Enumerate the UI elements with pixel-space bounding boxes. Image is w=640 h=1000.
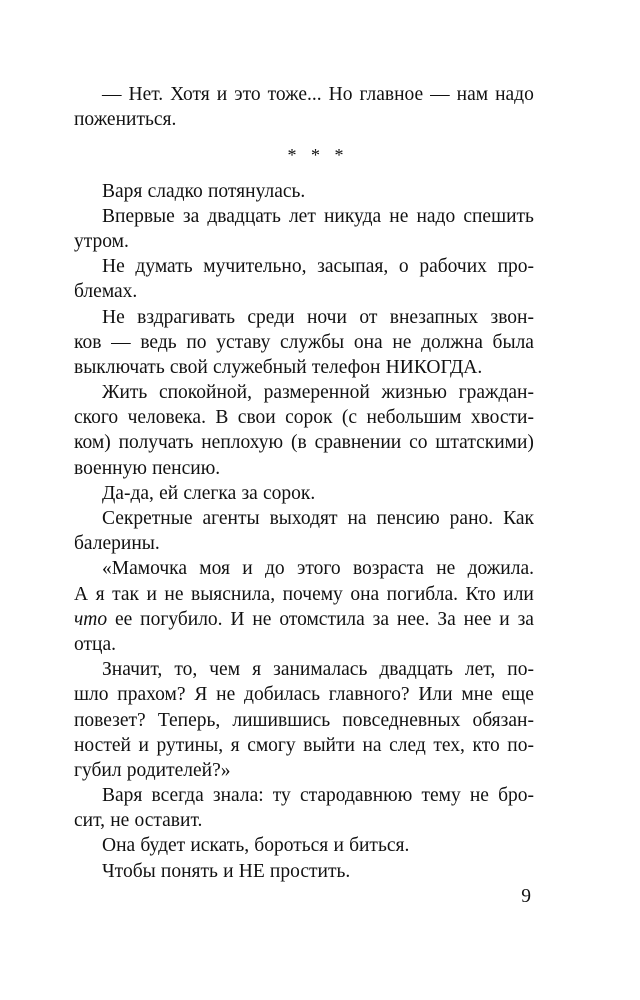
text-line: Чтобы понять и НЕ простить. [102, 860, 351, 882]
text-line: шло прахом? Я не добилась главного? Или мне еще [74, 684, 534, 706]
text-line: Не вздрагивать среди ночи от внезапных звон- [102, 306, 534, 328]
book-page [74, 82, 534, 884]
paragraph-block-main [74, 179, 534, 884]
text-line: губил родителей?» [74, 759, 231, 781]
text-line: балерины. [74, 533, 160, 555]
text-line: ского человека. В свои сорок (с небольшим хвости- [74, 407, 534, 429]
text-line: Значит, то, чем я занималась двадцать лет, по- [102, 659, 534, 681]
text-line: Секретные агенты выходят на пенсию рано. Как [102, 508, 534, 529]
text-line: повезет? Теперь, лишившись повседневных обязан- [74, 709, 534, 731]
text-line: Варя всегда знала: ту стародавнюю тему не бро- [102, 785, 534, 807]
section-separator: * * * [287, 145, 349, 166]
text-line: ностей и рутины, я смогу выйти на след тех, кто по- [74, 734, 534, 756]
text-line: ков — ведь по уставу службы она не должна была [74, 331, 534, 353]
text-line: Не думать мучительно, засыпая, о рабочих про- [102, 256, 534, 278]
text-line: Она будет искать, бороться и биться. [102, 835, 410, 857]
text-line: — Нет. Хотя и это тоже... Но главное — нам надо [102, 84, 534, 105]
paragraph-block-dialogue [74, 82, 534, 132]
text-line: сит, не оставит. [74, 810, 203, 832]
text-line: блемах. [74, 281, 138, 303]
text-line: Жить спокойной, размеренной жизнью граждан- [102, 382, 534, 404]
text-line: военную пенсию. [74, 457, 221, 479]
text-line: ком) получать неплохую (в сравнении со штатскими) [74, 432, 534, 454]
text-line: Варя сладко потянулась. [102, 180, 306, 202]
text-line: А я так и не выяснила, почему она погибла. Кто или [74, 583, 534, 605]
text-line: Да-да, ей слегка за сорок. [102, 482, 316, 504]
text-line: утром. [74, 230, 129, 252]
text-line: пожениться. [74, 109, 177, 131]
text-line: выключать свой служебный телефон НИКОГДА. [74, 356, 483, 378]
text-line: что ее погубило. И не отомстила за нее. За нее и за [74, 608, 534, 630]
text-line: Впервые за двадцать лет никуда не надо спешить [102, 205, 534, 227]
text-line: «Мамочка моя и до этого возраста не дожила. [102, 558, 534, 580]
page-number: 9 [521, 886, 531, 907]
text-line: отца. [74, 633, 116, 655]
